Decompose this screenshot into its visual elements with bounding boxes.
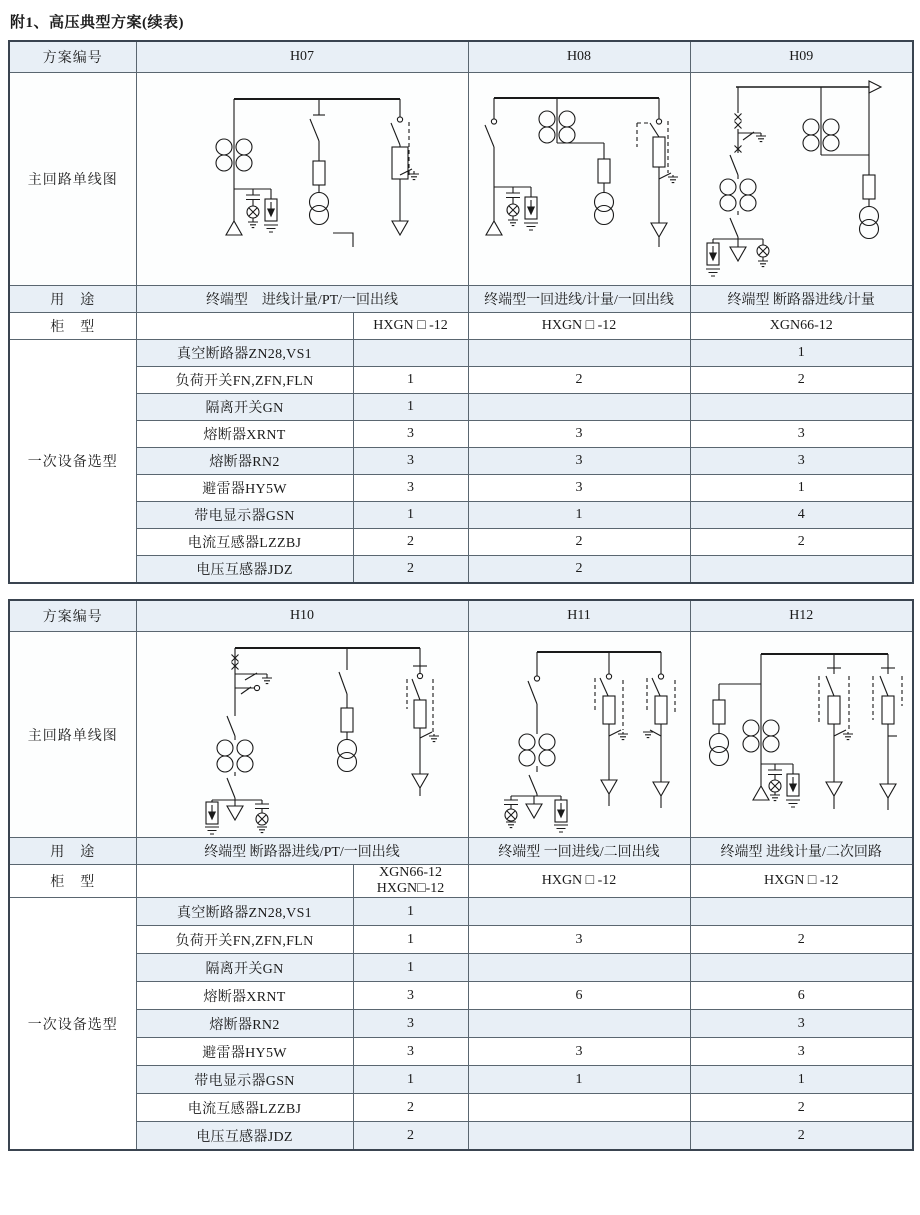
diagram-cell-h11 <box>468 632 690 838</box>
usage-row <box>9 286 913 313</box>
qty-h07: 1 <box>353 394 468 421</box>
qty-h10: 3 <box>353 1010 468 1038</box>
scheme-number-label: 方案编号 <box>9 41 136 73</box>
qty-h11 <box>468 1094 690 1122</box>
qty-h07: 2 <box>353 556 468 584</box>
cabinet-row <box>9 865 913 898</box>
equipment-row <box>9 502 913 529</box>
cabinet-h10-blank <box>136 865 353 898</box>
qty-h08: 2 <box>468 529 690 556</box>
qty-h10: 1 <box>353 926 468 954</box>
qty-h09: 1 <box>690 340 913 367</box>
scheme-number-row <box>9 41 913 73</box>
equipment-row <box>9 556 913 584</box>
equipment-name: 避雷器HY5W <box>136 1038 353 1066</box>
cabinet-label: 柜 型 <box>9 865 136 898</box>
qty-h10: 3 <box>353 1038 468 1066</box>
qty-h11: 3 <box>468 926 690 954</box>
qty-h07: 1 <box>353 502 468 529</box>
h08-single-line-diagram <box>469 75 689 283</box>
usage-h09: 终端型 断路器进线/计量 <box>690 286 913 313</box>
equipment-row <box>9 1066 913 1094</box>
equipment-name: 熔断器XRNT <box>136 982 353 1010</box>
equipment-name: 熔断器RN2 <box>136 1010 353 1038</box>
qty-h12: 3 <box>690 1038 913 1066</box>
qty-h08: 3 <box>468 421 690 448</box>
h10-single-line-diagram <box>137 634 467 836</box>
diagram-label: 主回路单线图 <box>9 73 136 286</box>
qty-h08: 2 <box>468 367 690 394</box>
equipment-name: 电流互感器LZZBJ <box>136 1094 353 1122</box>
qty-h08 <box>468 394 690 421</box>
cabinet-label: 柜 型 <box>9 313 136 340</box>
qty-h12: 2 <box>690 1094 913 1122</box>
qty-h09 <box>690 394 913 421</box>
usage-h07: 终端型 进线计量/PT/一回出线 <box>136 286 468 313</box>
h12-single-line-diagram <box>691 634 912 836</box>
usage-h10: 终端型 断路器进线/PT/一回出线 <box>136 838 468 865</box>
qty-h07: 3 <box>353 475 468 502</box>
equipment-group-label: 一次设备选型 <box>9 898 136 1151</box>
cabinet-h12: HXGN □ -12 <box>690 865 913 898</box>
equipment-row <box>9 421 913 448</box>
equipment-row <box>9 448 913 475</box>
qty-h09: 2 <box>690 367 913 394</box>
qty-h07: 2 <box>353 529 468 556</box>
diagram-label: 主回路单线图 <box>9 632 136 838</box>
cabinet-h10: XGN66-12 HXGN□-12 <box>353 865 468 898</box>
usage-h08: 终端型一回进线/计量/一回出线 <box>468 286 690 313</box>
qty-h09: 1 <box>690 475 913 502</box>
scheme-id-h11: H11 <box>468 600 690 632</box>
equipment-name: 带电显示器GSN <box>136 1066 353 1094</box>
usage-h12: 终端型 进线计量/二次回路 <box>690 838 913 865</box>
qty-h10: 1 <box>353 1066 468 1094</box>
equipment-name: 电压互感器JDZ <box>136 556 353 584</box>
qty-h12 <box>690 898 913 926</box>
equipment-name: 避雷器HY5W <box>136 475 353 502</box>
qty-h08: 2 <box>468 556 690 584</box>
scheme-number-row <box>9 600 913 632</box>
equipment-row <box>9 1094 913 1122</box>
scheme-id-h07: H07 <box>136 41 468 73</box>
qty-h10: 2 <box>353 1122 468 1151</box>
equipment-name: 电流互感器LZZBJ <box>136 529 353 556</box>
equipment-row <box>9 367 913 394</box>
equipment-row <box>9 394 913 421</box>
equipment-row <box>9 1038 913 1066</box>
diagram-row <box>9 73 913 286</box>
usage-label: 用 途 <box>9 286 136 313</box>
qty-h12: 1 <box>690 1066 913 1094</box>
qty-h07: 3 <box>353 448 468 475</box>
equipment-name: 隔离开关GN <box>136 954 353 982</box>
qty-h12 <box>690 954 913 982</box>
equipment-row <box>9 954 913 982</box>
equipment-row <box>9 898 913 926</box>
qty-h11 <box>468 1010 690 1038</box>
cabinet-h07-blank <box>136 313 353 340</box>
qty-h10: 1 <box>353 954 468 982</box>
equipment-row <box>9 926 913 954</box>
scheme-id-h10: H10 <box>136 600 468 632</box>
qty-h11: 6 <box>468 982 690 1010</box>
qty-h11: 3 <box>468 1038 690 1066</box>
scheme-table-h10-h12 <box>8 599 914 1151</box>
equipment-name: 电压互感器JDZ <box>136 1122 353 1151</box>
qty-h08: 3 <box>468 475 690 502</box>
qty-h10: 1 <box>353 898 468 926</box>
cabinet-h07: HXGN □ -12 <box>353 313 468 340</box>
h11-single-line-diagram <box>469 634 689 836</box>
equipment-name: 带电显示器GSN <box>136 502 353 529</box>
qty-h07: 1 <box>353 367 468 394</box>
h07-single-line-diagram <box>137 75 467 283</box>
qty-h08: 3 <box>468 448 690 475</box>
equipment-name: 熔断器RN2 <box>136 448 353 475</box>
qty-h09: 3 <box>690 448 913 475</box>
cabinet-row <box>9 313 913 340</box>
diagram-cell-h10 <box>136 632 468 838</box>
qty-h11 <box>468 898 690 926</box>
qty-h08: 1 <box>468 502 690 529</box>
cabinet-h09: XGN66-12 <box>690 313 913 340</box>
qty-h09: 4 <box>690 502 913 529</box>
equipment-row <box>9 1010 913 1038</box>
equipment-name: 负荷开关FN,ZFN,FLN <box>136 926 353 954</box>
scheme-id-h09: H09 <box>690 41 913 73</box>
qty-h07: 3 <box>353 421 468 448</box>
equipment-group-label: 一次设备选型 <box>9 340 136 584</box>
equipment-name: 隔离开关GN <box>136 394 353 421</box>
qty-h07 <box>353 340 468 367</box>
qty-h11: 1 <box>468 1066 690 1094</box>
equipment-name: 真空断路器ZN28,VS1 <box>136 340 353 367</box>
diagram-cell-h12 <box>690 632 913 838</box>
cabinet-h08: HXGN □ -12 <box>468 313 690 340</box>
qty-h09: 2 <box>690 529 913 556</box>
qty-h08 <box>468 340 690 367</box>
equipment-row <box>9 982 913 1010</box>
equipment-row <box>9 529 913 556</box>
usage-h11: 终端型 一回进线/二回出线 <box>468 838 690 865</box>
equipment-row <box>9 475 913 502</box>
usage-row <box>9 838 913 865</box>
equipment-row <box>9 340 913 367</box>
diagram-cell-h07 <box>136 73 468 286</box>
scheme-table-h07-h09 <box>8 40 914 584</box>
qty-h09 <box>690 556 913 584</box>
equipment-name: 负荷开关FN,ZFN,FLN <box>136 367 353 394</box>
equipment-name: 熔断器XRNT <box>136 421 353 448</box>
usage-label: 用 途 <box>9 838 136 865</box>
qty-h12: 3 <box>690 1010 913 1038</box>
qty-h12: 2 <box>690 926 913 954</box>
qty-h09: 3 <box>690 421 913 448</box>
equipment-name: 真空断路器ZN28,VS1 <box>136 898 353 926</box>
qty-h10: 3 <box>353 982 468 1010</box>
diagram-cell-h09 <box>690 73 913 286</box>
page-title: 附1、高压典型方案(续表) <box>10 15 184 31</box>
cabinet-h11: HXGN □ -12 <box>468 865 690 898</box>
diagram-cell-h08 <box>468 73 690 286</box>
h09-single-line-diagram <box>691 75 912 283</box>
scheme-id-h12: H12 <box>690 600 913 632</box>
qty-h11 <box>468 954 690 982</box>
qty-h12: 2 <box>690 1122 913 1151</box>
equipment-row <box>9 1122 913 1151</box>
scheme-id-h08: H08 <box>468 41 690 73</box>
diagram-row <box>9 632 913 838</box>
qty-h11 <box>468 1122 690 1151</box>
scheme-number-label: 方案编号 <box>9 600 136 632</box>
qty-h10: 2 <box>353 1094 468 1122</box>
qty-h12: 6 <box>690 982 913 1010</box>
